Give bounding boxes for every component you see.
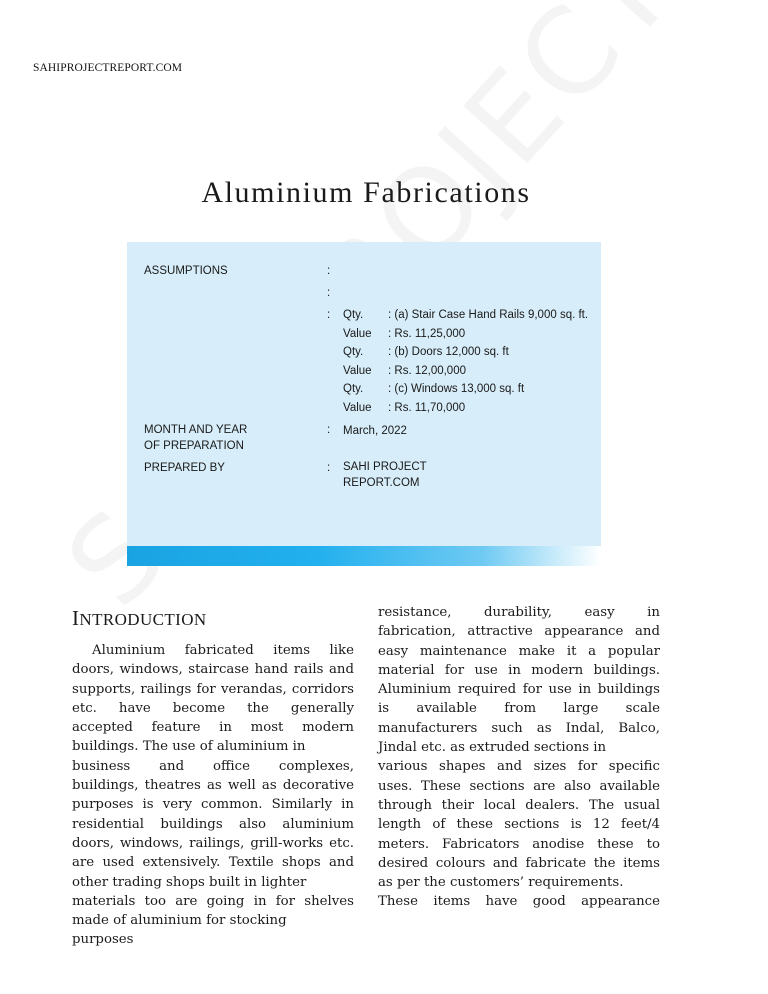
text-line: easy maintenance make it a popular <box>378 643 660 659</box>
colon: : <box>327 462 331 474</box>
text-line: doors, windows, staircase hand rails and <box>72 662 354 678</box>
text-line: Aluminium fabricated items like <box>92 643 354 658</box>
text-line: accepted feature in most modern <box>72 720 354 736</box>
text-line: Jindal etc. as extruded sections in <box>378 740 607 756</box>
text-line: meters. Fabricators anodise these to <box>378 836 660 852</box>
page-title: Aluminium Fabrications <box>201 176 531 209</box>
text-line: made of aluminium for stocking <box>72 913 287 929</box>
text-line: resistance, durability, easy in <box>378 605 660 620</box>
text-line: material for use in modern buildings. <box>378 662 660 678</box>
text-line: length of these sections is 12 feet/4 <box>378 817 660 833</box>
text-line: buildings, theatres as well as decorative <box>72 778 354 794</box>
colon: : <box>327 265 331 277</box>
text-line: materials too are going in for shelves <box>72 893 354 909</box>
right-column <box>378 603 660 912</box>
text-line: buildings. The use of aluminium in <box>72 739 306 755</box>
prepared-label: PREPARED BY <box>144 462 225 474</box>
text-line: manufacturers such as Indal, Balco, <box>378 720 660 736</box>
text-line: through their local dealers. The usual <box>378 797 660 813</box>
text-line: uses. These sections are also available <box>378 778 660 794</box>
prepared-value: SAHI PROJECT REPORT.COM <box>343 461 427 489</box>
left-column <box>72 641 354 950</box>
text-line: desired colours and fabricate the items <box>378 855 660 871</box>
text-line: business and office complexes, <box>72 758 354 774</box>
text-line: doors, windows, railings, grill-works etc. <box>72 835 354 851</box>
site-header: SAHIPROJECTREPORT.COM <box>33 62 183 74</box>
month-value: March, 2022 <box>343 425 407 437</box>
accent-bar <box>127 546 601 566</box>
colon: : <box>327 309 331 321</box>
text-line: Aluminium required for use in buildings <box>378 682 660 698</box>
assumption-row: Qty. : (a) Stair Case Hand Rails 9,000 sq. ft. Value : Rs. 11,25,000 Qty. : (b) Doors 12,000 sq. ft Value : Rs. 12,00,000 Qty. : (c) Windows 13,000 sq. ft Value : Rs. 11,70,000 <box>343 309 589 414</box>
text-line: These items have good appearance <box>378 894 660 910</box>
text-line: supports, railings for verandas, corridors <box>72 681 354 697</box>
section-heading: INTRODUCTION <box>72 606 207 630</box>
assumptions-label: ASSUMPTIONS <box>144 265 228 277</box>
text-line: other trading shops built in lighter <box>72 874 307 890</box>
text-line: as per the customers’ requirements. <box>378 875 624 891</box>
text-line: purposes is very common. Similarly in <box>72 797 354 813</box>
text-line: are used extensively. Textile shops and <box>72 855 354 871</box>
colon: : <box>327 424 331 436</box>
text-line: various shapes and sizes for specific <box>378 759 660 775</box>
month-label: MONTH AND YEAR OF PREPARATION <box>144 424 248 452</box>
text-line: residential buildings also aluminium <box>72 816 354 832</box>
text-line: fabrication, attractive appearance and <box>378 624 660 640</box>
text-line: purposes <box>72 932 134 948</box>
colon: : <box>327 287 331 299</box>
text-line: etc. have become the generally <box>72 700 354 716</box>
text-line: is available from large scale <box>378 701 660 717</box>
